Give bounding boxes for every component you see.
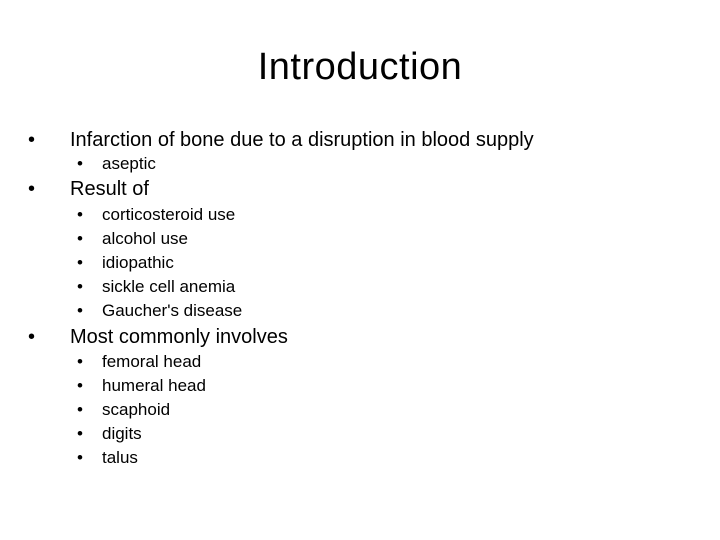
sub-bullet-text: digits	[102, 424, 142, 443]
bullet-icon: •	[77, 154, 83, 173]
bullet-icon: •	[28, 129, 36, 151]
bullet-icon: •	[77, 424, 83, 443]
sub-bullet-text: corticosteroid use	[102, 205, 236, 224]
bullet-icon: •	[77, 301, 83, 320]
bullet-text: Most commonly involves	[70, 326, 288, 348]
bullet-icon: •	[77, 253, 83, 272]
bullet-text: Result of	[70, 178, 149, 200]
sub-bullet-text: humeral head	[102, 376, 206, 395]
slide-title: Introduction	[257, 46, 463, 88]
bullet-icon: •	[77, 400, 83, 419]
bullet-icon: •	[77, 448, 83, 467]
bullet-icon: •	[77, 376, 83, 395]
sub-bullet-text: alcohol use	[102, 229, 189, 248]
bullet-icon: •	[28, 178, 36, 200]
bullet-icon: •	[77, 205, 83, 224]
sub-bullet-text: talus	[102, 448, 138, 467]
sub-bullet-text: aseptic	[102, 154, 156, 173]
sub-bullet-text: sickle cell anemia	[102, 277, 236, 296]
bullet-icon: •	[28, 326, 36, 348]
bullet-icon: •	[77, 352, 83, 371]
sub-bullet-text: scaphoid	[102, 400, 171, 419]
bullet-icon: •	[77, 277, 83, 296]
bullet-text: Infarction of bone due to a disruption in blood supply	[70, 129, 534, 151]
bullet-icon: •	[77, 229, 83, 248]
sub-bullet-text: femoral head	[102, 352, 202, 371]
sub-bullet-text: Gaucher's disease	[102, 301, 243, 320]
sub-bullet-text: idiopathic	[102, 253, 174, 272]
